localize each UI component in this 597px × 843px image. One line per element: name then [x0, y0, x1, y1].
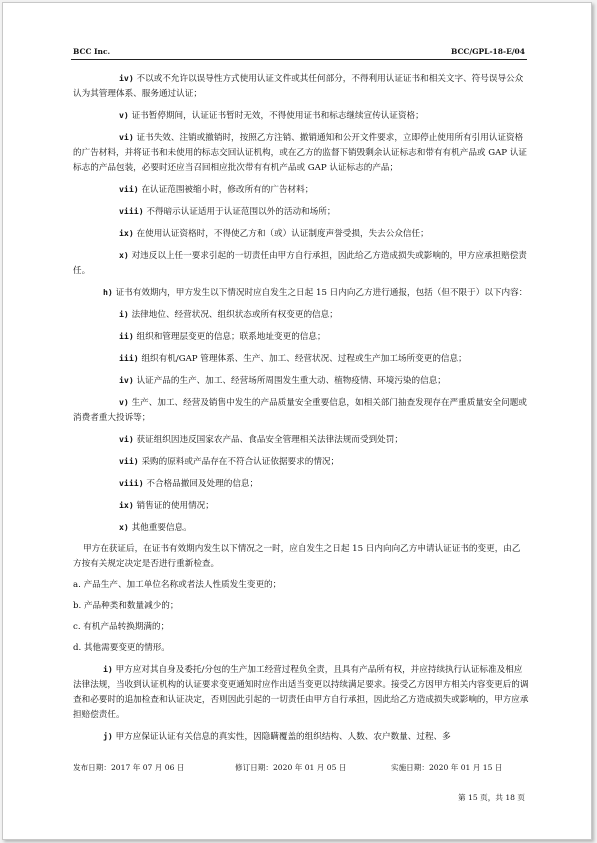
paragraph [73, 307, 529, 329]
revision-date: 修订日期：2020 年 01 月 05 日 [235, 763, 347, 772]
list-marker: j) [103, 731, 113, 741]
list-marker: iv) [119, 73, 134, 83]
paragraph [73, 729, 529, 751]
document-page [2, 2, 592, 840]
paragraph-text: d. 其他需要变更的情形。 [73, 643, 170, 653]
list-marker: iii) [119, 353, 139, 363]
issue-date: 发布日期：2017 年 07 月 06 日 [73, 763, 185, 772]
paragraph [73, 71, 529, 108]
paragraph [73, 248, 529, 285]
paragraph-text: c. 有机产品转换期满的； [73, 622, 170, 632]
paragraph [73, 182, 529, 204]
paragraph-text: 证书失效、注销或撤销时，按照乙方注销、撤销通知和公开文件要求，立即停止使用所有引用认证资格的广告材料，并将证书和未使用的标志交回认证机构，或在乙方的监督下销毁剩余认证标志和带有有机产品或 GAP 认证标志的产品包装，必要时还应当召回相应批次带有有机产品或 GAP 认证标志的产品； [73, 133, 528, 173]
list-marker: i) [119, 309, 129, 319]
effective-date: 实施日期：2020 年 01 月 15 日 [391, 763, 503, 772]
document-body [73, 71, 529, 751]
list-marker: vii) [119, 184, 139, 194]
paragraph-text: 认证产品的生产、加工、经营场所周围发生重大动、植物疫情、环境污染的信息； [133, 376, 446, 386]
list-marker: v) [119, 110, 129, 120]
paragraph-text: 证书暂停期间，认证证书暂时无效，不得使用证书和标志继续宣传认证资格； [128, 111, 424, 121]
paragraph [73, 641, 529, 662]
paragraph [73, 285, 529, 307]
paragraph-text: 获证组织因违反国家农产品、食品安全管理相关法律法规而受到处罚； [133, 435, 403, 445]
paragraph-text: 不得暗示认证适用于认证范围以外的活动和场所； [143, 207, 336, 217]
paragraph-text: 甲方在获证后，在证书有效期内发生以下情况之一时，应自发生之日起 15 日内向向乙方申请认证证书的变更，由乙方按有关规定决定是否进行重新检查。 [73, 544, 521, 569]
paragraph [73, 599, 529, 620]
paragraph [73, 620, 529, 641]
paragraph-text: 在认证范围被缩小时，修改所有的广告材料； [138, 185, 314, 195]
paragraph [73, 662, 529, 729]
list-marker: x) [119, 522, 129, 532]
paragraph-text: 组织和管理层变更的信息；联系地址变更的信息； [133, 332, 326, 342]
paragraph-text: 组织有机/GAP 管理体系、生产、加工、经营状况、过程或生产加工场所变更的信息； [138, 354, 467, 364]
paragraph [73, 476, 529, 498]
list-marker: vi) [119, 434, 134, 444]
paragraph-text: 在使用认证资格时，不得使乙方和（或）认证制度声誉受损，失去公众信任； [133, 229, 429, 239]
paragraph [73, 130, 529, 182]
paragraph [73, 351, 529, 373]
list-marker: ix) [119, 500, 134, 510]
list-marker: ix) [119, 228, 134, 238]
paragraph-text: a. 产品生产、加工单位名称或者法人性质发生变更的； [73, 580, 282, 590]
paragraph [73, 395, 529, 432]
paragraph-text: 不合格品撤回及处理的信息； [143, 479, 259, 489]
paragraph [73, 373, 529, 395]
header-company: BCC Inc. [73, 47, 111, 56]
paragraph [73, 578, 529, 599]
paragraph-text: 其他重要信息。 [128, 523, 192, 533]
paragraph-text: 采购的原料或产品存在不符合认证依据要求的情况； [138, 457, 340, 467]
paragraph-text: 不以或不允许以误导性方式使用认证文件或其任何部分，不得利用认证证书和相关文字、符号误导公众认为其管理体系、服务通过认证； [73, 74, 524, 99]
paragraph [73, 329, 529, 351]
paragraph-text: b. 产品种类和数量减少的； [73, 601, 179, 611]
list-marker: x) [119, 250, 129, 260]
list-marker: h) [103, 287, 113, 297]
list-marker: v) [119, 397, 129, 407]
paragraph [73, 520, 529, 542]
list-marker: ii) [119, 331, 134, 341]
paragraph [73, 204, 529, 226]
paragraph [73, 454, 529, 476]
paragraph [73, 542, 529, 578]
paragraph-text: 证书有效期内，甲方发生以下情况时应自发生之日起 15 日内向乙方进行通报，包括（但不限于）以下内容： [112, 288, 528, 298]
paragraph-text: 生产、加工、经营及销售中发生的产品质量安全重要信息，如相关部门抽查发现存在严重质量安全问题或消费者重大投诉等； [73, 398, 527, 423]
paragraph-text: 甲方应对其自身及委托/分包的生产加工经营过程负全责，且具有产品所有权，并应持续执行认证标准及相应法律法规，当收到认证机构的认证要求变更通知时应作出适当变更以持续满足要求。接受乙方因甲方相关内容变更后的调查和必要时的追加检查和认证决定，否则因此引起的一切责任由甲方自行承担，因此给乙方造成损失或影响的，甲方应承担赔偿责任。 [73, 665, 529, 720]
list-marker: viii) [119, 478, 144, 488]
header-rule [71, 59, 527, 60]
list-marker: vii) [119, 456, 139, 466]
paragraph [73, 432, 529, 454]
paragraph-text: 销售证的使用情况； [133, 501, 214, 511]
paragraph-text: 甲方应保证认证有关信息的真实性，因隐瞒覆盖的组织结构、人数、农户数量、过程、多 [112, 732, 451, 742]
paragraph [73, 226, 529, 248]
paragraph [73, 498, 529, 520]
list-marker: iv) [119, 375, 134, 385]
list-marker: vi) [119, 132, 134, 142]
header-doc-code: BCC/GPL-18-E/04 [450, 47, 525, 56]
page-number: 第 15 页，共 18 页 [458, 793, 525, 802]
paragraph-text: 对违反以上任一要求引起的一切责任由甲方自行承担，因此给乙方造成损失或影响的，甲方应承担赔偿责任。 [73, 251, 527, 276]
list-marker: viii) [119, 206, 144, 216]
paragraph [73, 108, 529, 130]
paragraph-text: 法律地位、经营状况、组织状态或所有权变更的信息； [128, 310, 338, 320]
list-marker: i) [103, 664, 113, 674]
